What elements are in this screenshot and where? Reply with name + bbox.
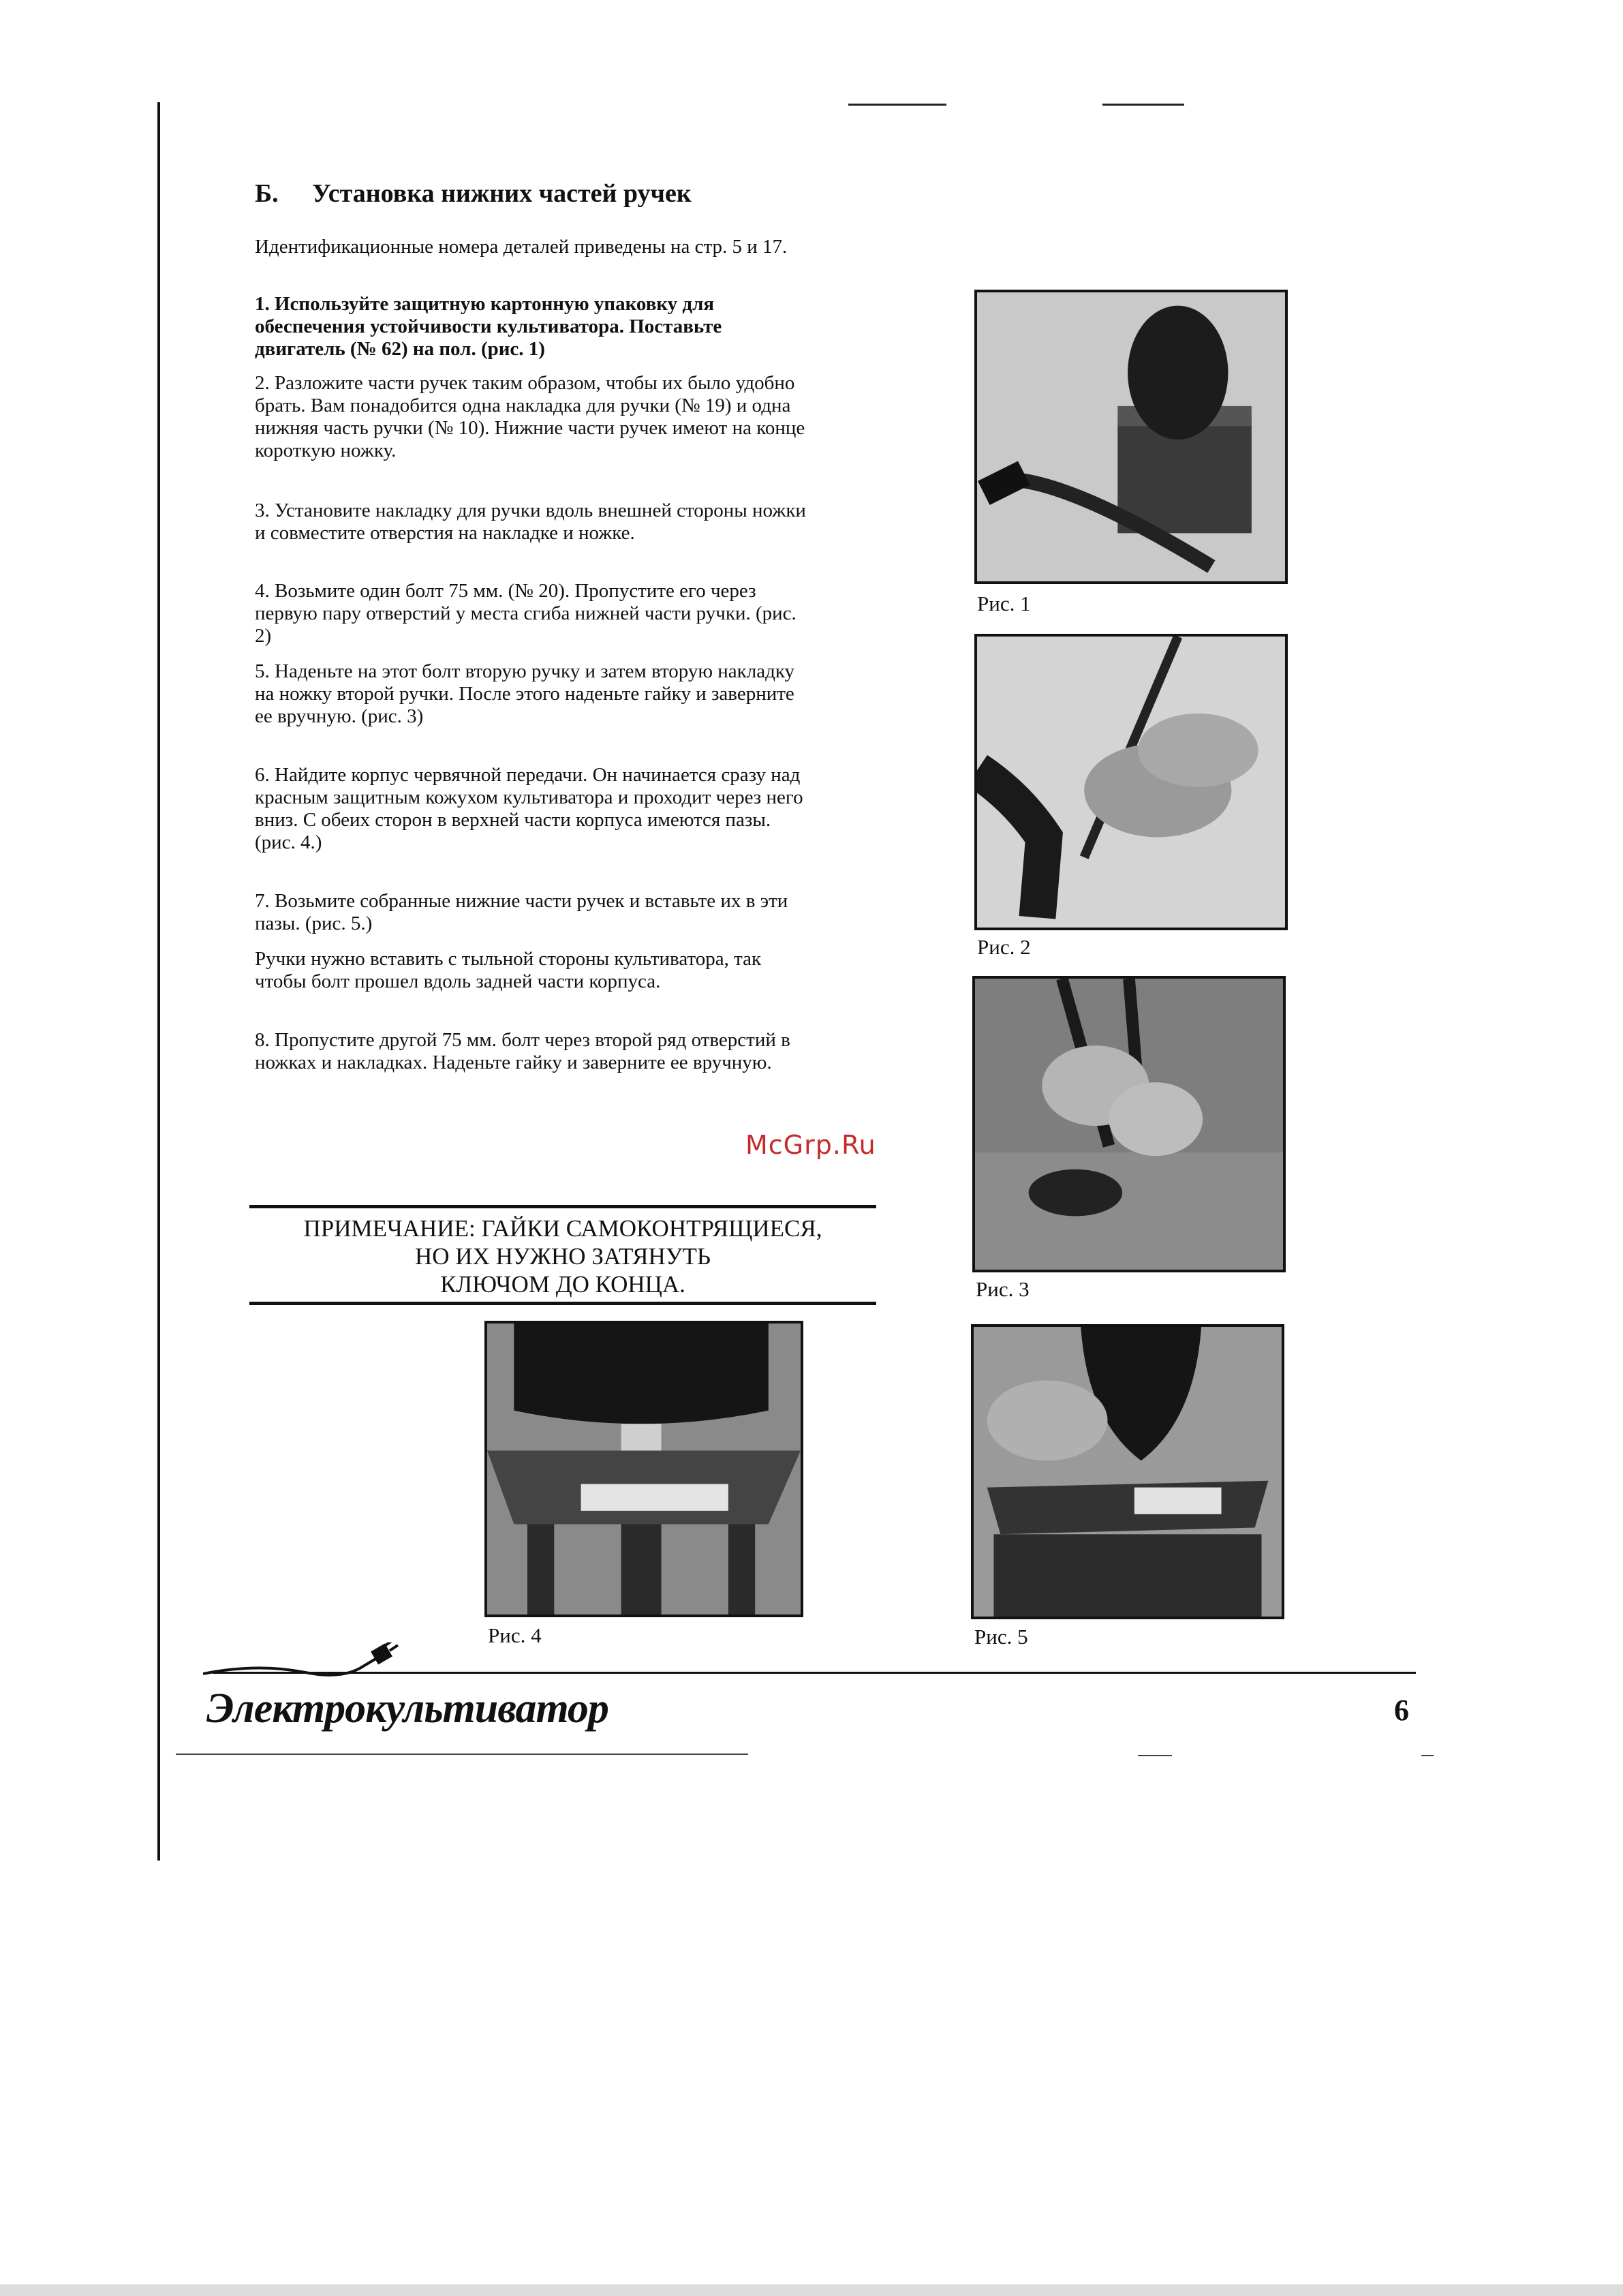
footer-title: Электрокультиватор bbox=[206, 1685, 608, 1732]
figure-2-photo bbox=[974, 634, 1288, 930]
bottom-dash bbox=[1421, 1755, 1434, 1756]
page-number: 6 bbox=[1394, 1694, 1409, 1727]
step-1: 1. Используйте защитную картонную упаковку для обеспечения устойчивости культиватора. Поставьте двигатель (№ 62) на пол. (рис. 1) bbox=[255, 293, 722, 360]
scan-edge bbox=[0, 2284, 1623, 2296]
step-4: 4. Возьмите один болт 75 мм. (№ 20). Пропустите его через первую пару отверстий у места сгиба нижней части ручки. (рис. 2) bbox=[255, 580, 797, 647]
top-dash bbox=[848, 104, 946, 106]
footer-rule bbox=[213, 1672, 1416, 1674]
figure-3-photo bbox=[972, 976, 1286, 1272]
figure-4-photo bbox=[484, 1321, 803, 1617]
step-2: 2. Разложите части ручек таким образом, чтобы их было удобно брать. Вам понадобится одна накладка для ручки (№ 19) и одна нижняя часть ручки (№ 10). Нижние части ручек имеют на конце короткую ножку. bbox=[255, 372, 805, 461]
figure-5-caption: Рис. 5 bbox=[974, 1625, 1028, 1649]
instructions-column bbox=[255, 0, 814, 1118]
top-dash bbox=[1102, 104, 1184, 106]
figure-1-caption: Рис. 1 bbox=[977, 592, 1031, 615]
section-label: Б. bbox=[255, 179, 279, 208]
watermark: McGrp.Ru bbox=[745, 1130, 876, 1160]
note-rule-top bbox=[249, 1205, 876, 1208]
step-5: 5. Наденьте на этот болт вторую ручку и затем вторую накладку на ножку второй ручки. После этого наденьте гайку и заверните ее вручную. (рис. 3) bbox=[255, 660, 795, 727]
note-line-2: НО ИХ НУЖНО ЗАТЯНУТЬ bbox=[415, 1243, 711, 1270]
intro-text: Идентификационные номера деталей приведены на стр. 5 и 17. bbox=[255, 236, 788, 258]
step-6: 6. Найдите корпус червячной передачи. Он начинается сразу над красным защитным кожухом культиватора и проходит через него вниз. С обеих сторон в верхней части корпуса имеются пазы. (рис. 4.) bbox=[255, 764, 803, 853]
figure-5-photo bbox=[971, 1324, 1284, 1619]
section-title: Установка нижних частей ручек bbox=[312, 179, 692, 208]
step-3: 3. Установите накладку для ручки вдоль внешней стороны ножки и совместите отверстия на накладке и ножке. bbox=[255, 500, 806, 544]
figure-2-caption: Рис. 2 bbox=[977, 935, 1031, 959]
figure-3-caption: Рис. 3 bbox=[976, 1277, 1030, 1301]
step-7: 7. Возьмите собранные нижние части ручек и вставьте их в эти пазы. (рис. 5.) bbox=[255, 890, 788, 934]
note-rule-bottom bbox=[249, 1302, 876, 1305]
figure-1-photo bbox=[974, 290, 1288, 584]
note-line-3: КЛЮЧОМ ДО КОНЦА. bbox=[440, 1271, 685, 1298]
note-line-1: ПРИМЕЧАНИЕ: ГАЙКИ САМОКОНТРЯЩИЕСЯ, bbox=[303, 1215, 822, 1242]
cord-logo-icon bbox=[203, 1642, 421, 1687]
margin-rule bbox=[157, 102, 160, 1861]
bottom-dash bbox=[1138, 1755, 1172, 1756]
note-box bbox=[249, 1214, 876, 1298]
handles-note: Ручки нужно вставить с тыльной стороны культиватора, так чтобы болт прошел вдоль задней части корпуса. bbox=[255, 948, 762, 992]
figure-4-caption: Рис. 4 bbox=[488, 1623, 542, 1647]
step-8: 8. Пропустите другой 75 мм. болт через второй ряд отверстий в ножках и накладках. Наденьте гайку и заверните ее вручную. bbox=[255, 1029, 790, 1073]
bottom-rule bbox=[176, 1754, 748, 1755]
